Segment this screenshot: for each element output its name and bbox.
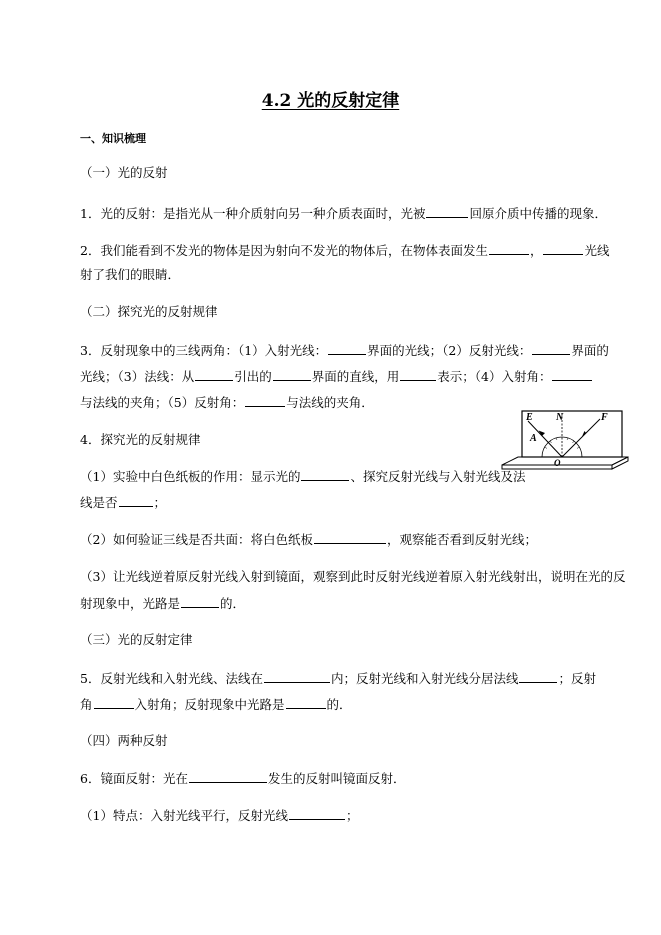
question-4-2: （2）如何验证三线是否共面：将白色纸板 ，观察能否看到反射光线； [80,532,537,547]
question-6-1: （1）特点：入射光线平行，反射光线 ； [80,808,359,823]
answer-blank[interactable] [426,204,468,218]
question-4-3-line2: 射现象中，光路是 的． [80,596,246,611]
question-4-3-line1: （3）让光线逆着原反射光线入射到镜面，观察到此时反射光线逆着原入射光线射出，说明在光的反 [80,569,626,584]
subsection-reflection: （一）光的反射 [80,165,168,180]
answer-blank[interactable] [532,341,570,355]
figure-label: A [530,433,537,444]
answer-blank[interactable] [519,669,557,683]
answer-blank[interactable] [286,695,326,709]
answer-blank[interactable] [189,769,267,783]
question-1: 1．光的反射：是指光从一种介质射向另一种介质表面时，光被 回原介质中传播的现象． [80,206,607,221]
answer-blank[interactable] [314,530,386,544]
page-title-text: 4.2 光的反射定律 [261,91,400,111]
subsection-law: （三）光的反射定律 [80,632,193,647]
question-3-line3: 与法线的夹角；（5）反射角： 与法线的夹角． [80,395,374,410]
page-title [0,86,661,111]
answer-blank[interactable] [301,467,349,481]
question-3-line2: 光线；（3）法线：从 引出的 界面的直线，用 表示；（4）入射角： [80,367,593,386]
question-2-line1: 2．我们能看到不发光的物体是因为射向不发光的物体后，在物体表面发生 ， 光线 [80,243,610,258]
answer-blank[interactable] [245,393,285,407]
question-5-line1: 5．反射光线和入射光线、法线在 内；反射光线和入射光线分居法线 ；反射 [80,671,596,686]
question-4-1-line1: （1）实验中白色纸板的作用：显示光的 、探究反射光线与入射光线及法 [80,469,526,484]
subsection-explore: （二）探究光的反射规律 [80,304,218,319]
answer-blank[interactable] [94,695,134,709]
answer-blank[interactable] [181,594,219,608]
question-5-line2: 角 入射角；反射现象中光路是 的． [80,697,352,712]
answer-blank[interactable] [552,367,592,381]
question-2-line2: 射了我们的眼睛． [80,267,181,282]
reflection-apparatus-figure [500,405,630,475]
answer-blank[interactable] [289,806,345,820]
question-6: 6．镜面反射：光在 发生的反射叫镜面反射． [80,771,406,786]
section-heading: 一、知识梳理 [80,132,146,145]
question-4-1-line2: 线是否 ； [80,495,167,510]
figure-label: E [526,412,533,423]
answer-blank[interactable] [328,341,366,355]
answer-blank[interactable] [119,493,153,507]
question-3-line1: 3．反射现象中的三线两角：（1）入射光线： 界面的光线；（2）反射光线： 界面的 [80,343,609,358]
question-4-title: 4．探究光的反射规律 [80,432,201,447]
figure-label: F [601,412,608,423]
answer-blank[interactable] [489,241,529,255]
answer-blank[interactable] [273,367,311,381]
answer-blank[interactable] [400,367,436,381]
answer-blank[interactable] [195,367,233,381]
figure-label: N [556,412,564,423]
figure-label: O [554,458,561,468]
answer-blank[interactable] [264,669,330,683]
subsection-two-reflections: （四）两种反射 [80,733,168,748]
answer-blank[interactable] [543,241,583,255]
